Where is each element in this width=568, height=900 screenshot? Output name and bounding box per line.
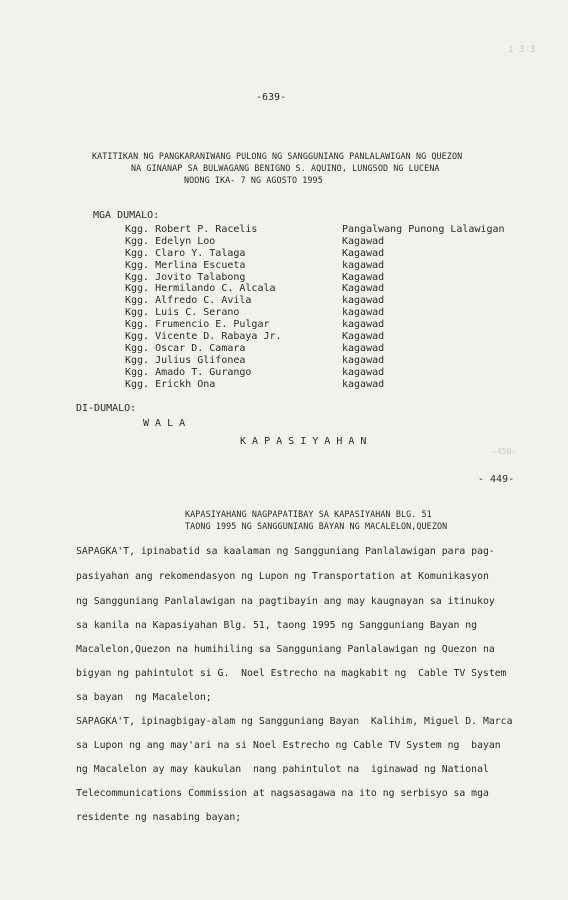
member-role: kagawad <box>342 319 385 330</box>
member-name: Kgg. Vicente D. Rabaya Jr. <box>125 331 282 342</box>
resolution-title-line: TAONG 1995 NG SANGGUNIANG BAYAN NG MACALELON,QUEZON <box>185 521 448 531</box>
body-line: SAPAGKA'T, ipinabatid sa kaalaman ng Sangguniang Panlalawigan para pag- <box>76 546 495 557</box>
member-role: kagawad <box>342 367 385 378</box>
present-label: MGA DUMALO: <box>93 210 160 221</box>
member-role: kagawad <box>342 355 385 366</box>
body-line: sa bayan ng Macalelon; <box>76 692 212 703</box>
member-name: Kgg. Amado T. Gurango <box>125 367 252 378</box>
body-line: bigyan ng pahintulot si G. Noel Estrecho na magkabit ng Cable TV System <box>76 668 507 679</box>
member-name: Kgg. Oscar D. Camara <box>125 343 246 354</box>
corner-mark: 1 3 3 <box>508 45 536 55</box>
member-role: kagawad <box>342 343 385 354</box>
body-line: SAPAGKA'T, ipinagbigay-alam ng Sangguniang Bayan Kalihim, Miguel D. Marca <box>76 716 513 727</box>
body-line: residente ng nasabing bayan; <box>76 812 242 823</box>
member-name: Kgg. Robert P. Racelis <box>125 224 258 235</box>
member-role: kagawad <box>342 295 385 306</box>
absent-label: DI-DUMALO: <box>76 403 137 414</box>
heading-line: NOONG IKA- 7 NG AGOSTO 1995 <box>184 175 323 185</box>
body-line: ng Sangguniang Panlalawigan na pagtibayin ang may kaugnayan sa itinukoy <box>76 596 495 607</box>
absent-value: W A L A <box>143 418 186 429</box>
member-role: kagawad <box>342 379 385 390</box>
resolution-title-line: KAPASIYAHANG NAGPAPATIBAY SA KAPASIYAHAN BLG. 51 <box>185 509 432 519</box>
member-role: Kagawad <box>342 283 385 294</box>
member-role: Kagawad <box>342 248 385 259</box>
resolution-number: - 449- <box>478 474 515 485</box>
body-line: ng Macalelon ay may kaukulan nang pahintulot na iginawad ng National <box>76 764 489 775</box>
member-name: Kgg. Hermilando C. Alcala <box>125 283 276 294</box>
section-title: K A P A S I Y A H A N <box>240 436 367 447</box>
member-role: Kagawad <box>342 331 385 342</box>
page-number: -639- <box>256 92 287 103</box>
member-name: Kgg. Merlina Escueta <box>125 260 246 271</box>
member-name: Kgg. Alfredo C. Avila <box>125 295 252 306</box>
member-name: Kgg. Edelyn Loo <box>125 236 216 247</box>
bleed-page-number: -450- <box>492 447 517 456</box>
heading-line: NA GINANAP SA BULWAGANG BENIGNO S. AQUINO, LUNGSOD NG LUCENA <box>131 163 440 173</box>
body-line: sa Lupon ng ang may'ari na si Noel Estrecho ng Cable TV System ng bayan <box>76 740 501 751</box>
member-name: Kgg. Luis C. Serano <box>125 307 240 318</box>
member-role: Kagawad <box>342 236 385 247</box>
member-role: kagawad <box>342 260 385 271</box>
heading-line: KATITIKAN NG PANGKARANIWANG PULONG NG SANGGUNIANG PANLALAWIGAN NG QUEZON <box>92 151 463 161</box>
body-line: sa kanila na Kapasiyahan Blg. 51, taong 1995 ng Sangguniang Bayan ng <box>76 620 478 631</box>
member-name: Kgg. Frumencio E. Pulgar <box>125 319 270 330</box>
member-role: Pangalwang Punong Lalawigan <box>342 224 505 235</box>
body-line: Telecommunications Commission at nagsasagawa na ito ng serbisyo sa mga <box>76 788 489 799</box>
member-name: Kgg. Jovito Talabong <box>125 272 246 283</box>
body-line: pasiyahan ang rekomendasyon ng Lupon ng Transportation at Komunikasyon <box>76 571 489 582</box>
body-line: Macalelon,Quezon na humihiling sa Sangguniang Panlalawigan ng Quezon na <box>76 644 495 655</box>
member-name: Kgg. Julius Glifonea <box>125 355 246 366</box>
member-role: kagawad <box>342 307 385 318</box>
member-role: Kagawad <box>342 272 385 283</box>
member-name: Kgg. Erickh Ona <box>125 379 216 390</box>
member-name: Kgg. Claro Y. Talaga <box>125 248 246 259</box>
